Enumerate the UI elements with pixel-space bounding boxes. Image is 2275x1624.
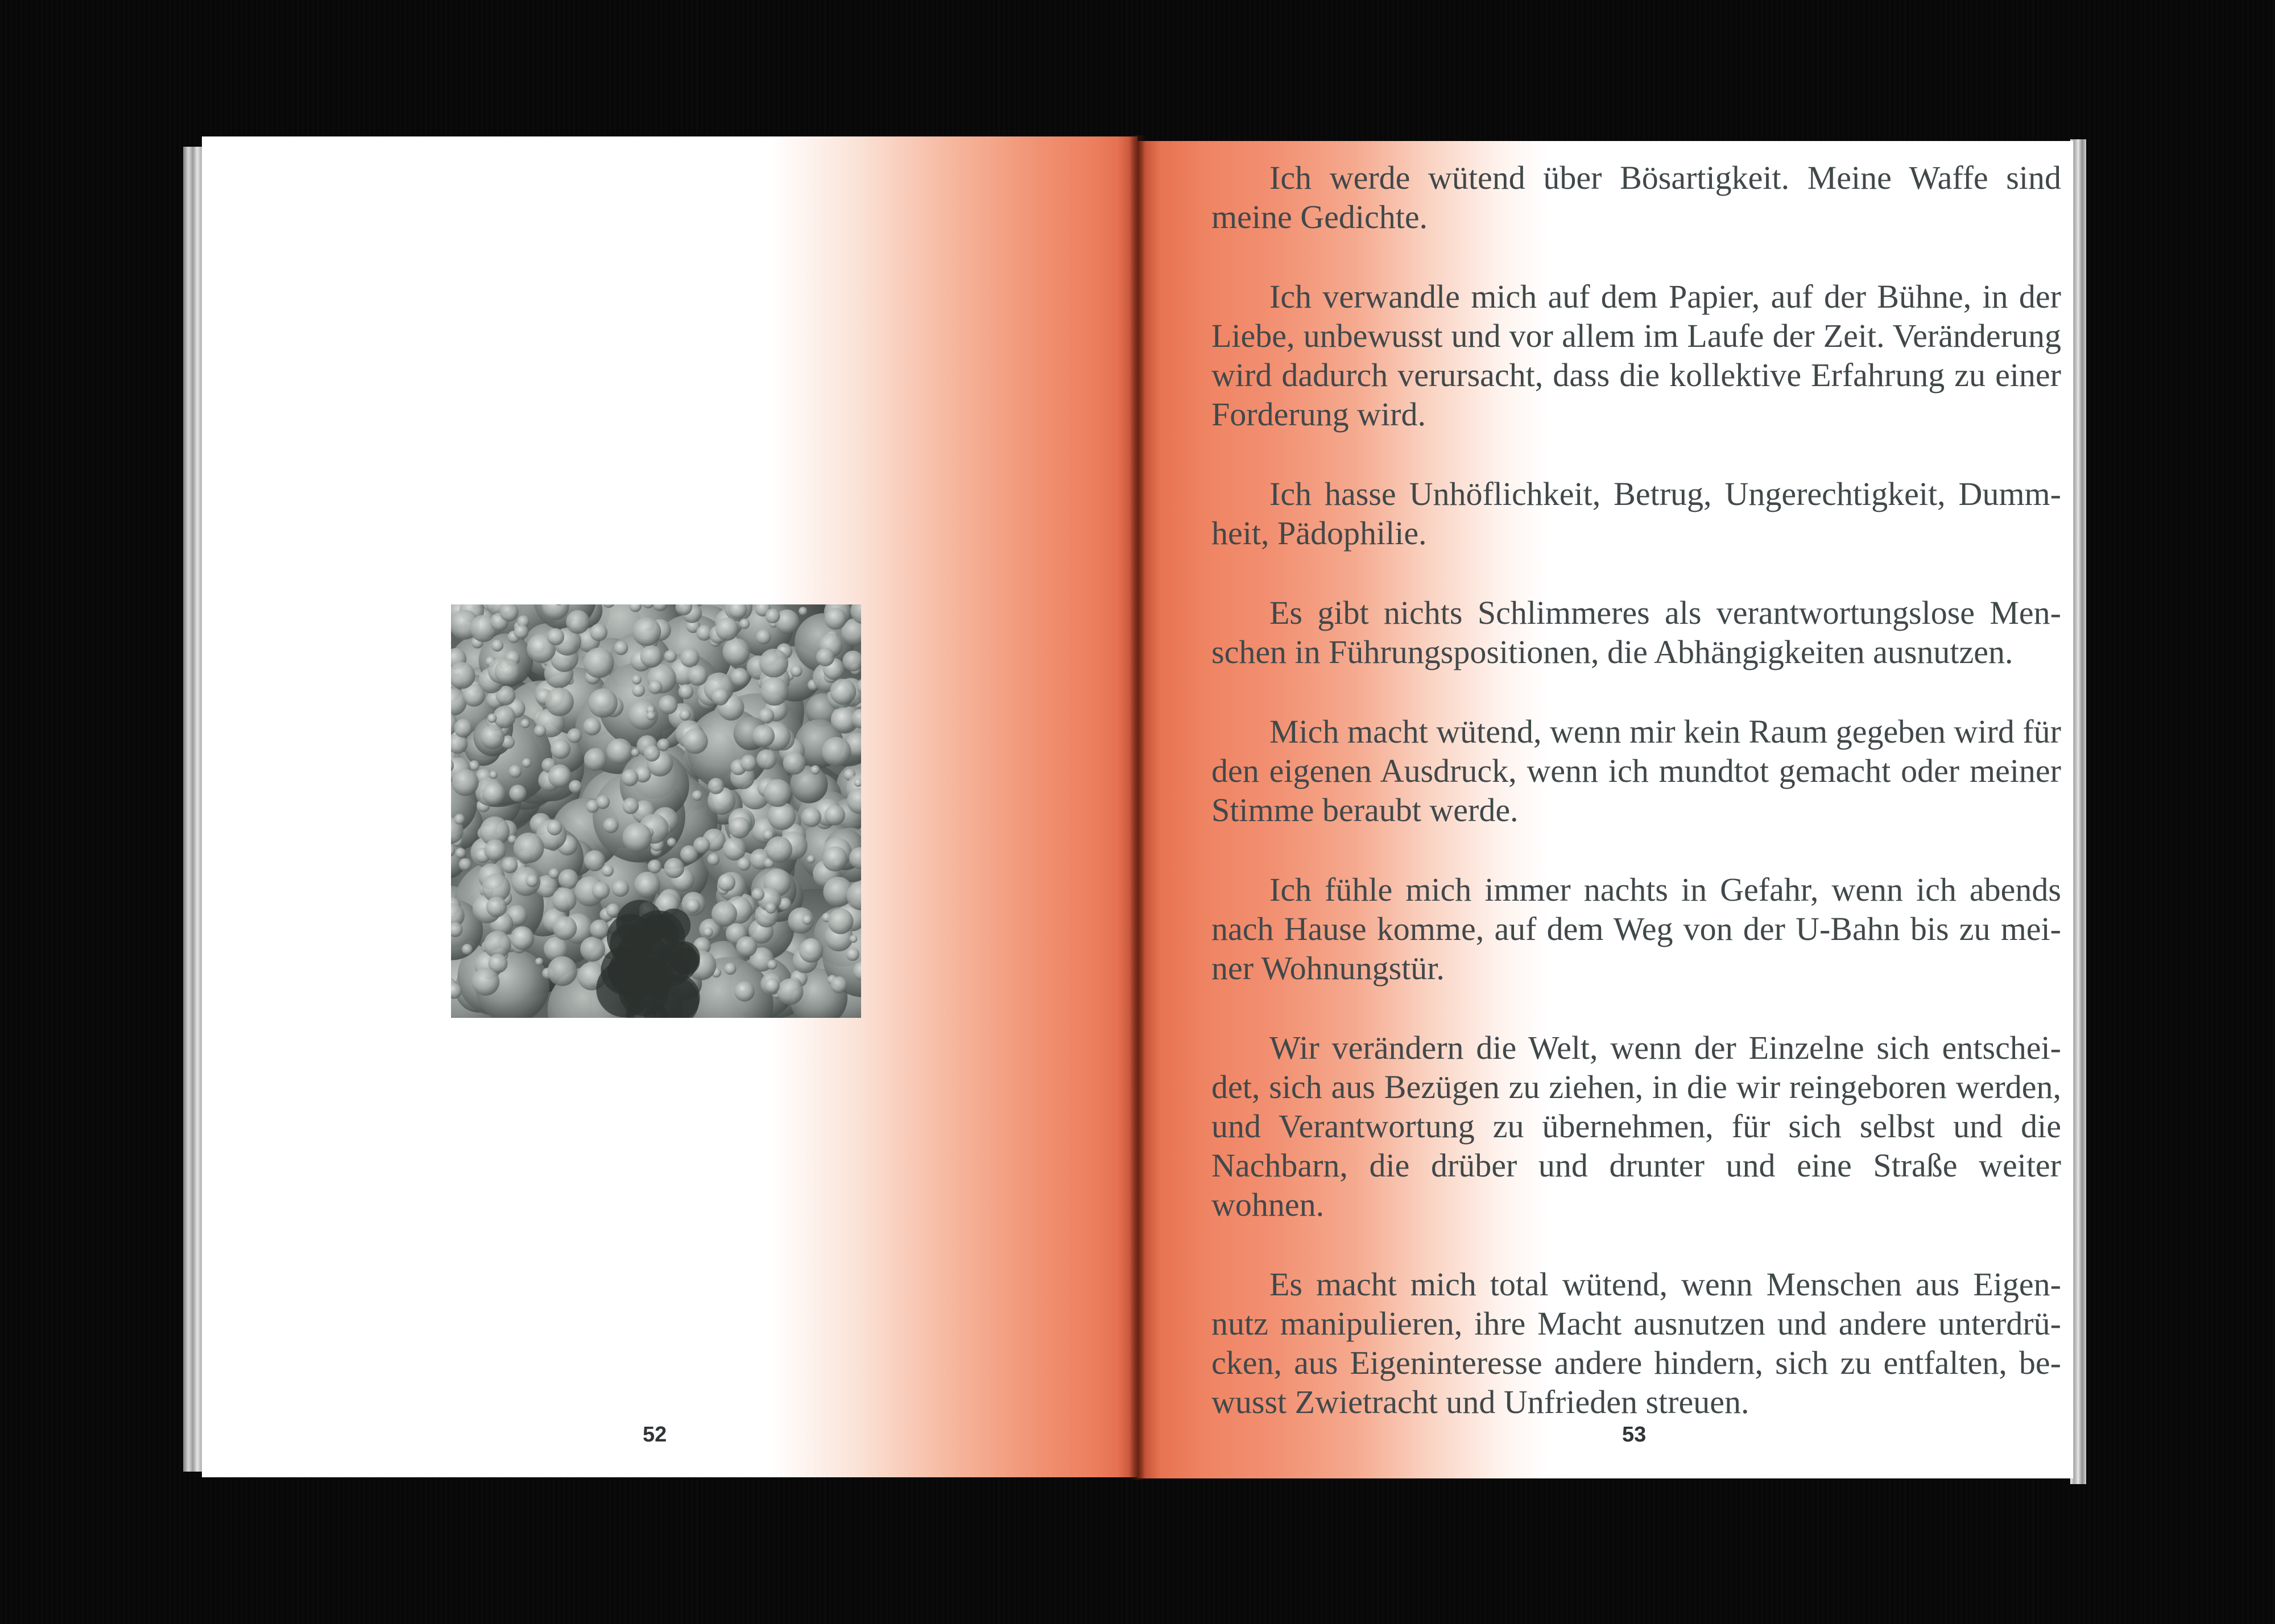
book-gutter <box>1129 135 1146 1480</box>
paragraph: Es gibt nichts Schlimmeres als verantwortungslose Menschen in Führungspositionen, die Abhängigkeiten ausnutzen. <box>1211 594 2061 670</box>
paragraph: Wir verändern die Welt, wenn der Einzelne sich entscheidet, sich aus Bezügen zu ziehen, in die wir reingeboren werden, und Verantwortung zu übernehmen, für sich selbst und die Nachbarn, die drüber und drunter und eine Straße weiter wohnen. <box>1211 1029 2061 1223</box>
page-number-left: 52 <box>643 1423 667 1447</box>
paragraph: Mich macht wütend, wenn mir kein Raum gegeben wird für den eigenen Ausdruck, wenn ich mundtot gemacht oder meiner Stimme beraubt werde. <box>1211 713 2061 828</box>
body-text <box>1211 158 2061 1422</box>
paragraph: Ich verwandle mich auf dem Papier, auf der Bühne, in der Liebe, unbewusst und vor allem im Laufe der Zeit. Veränderung wird dadurch verursacht, dass die kollektive Erfahrung zu einer Forderung wird. <box>1211 278 2061 433</box>
ash-cloud-image <box>451 604 861 1018</box>
paragraph: Ich hasse Unhöflichkeit, Betrug, Ungerechtigkeit, Dummheit, Pädophilie. <box>1211 475 2061 552</box>
page-number-right: 53 <box>1622 1423 1647 1447</box>
paragraph: Es macht mich total wütend, wenn Menschen aus Eigennutz manipulieren, ihre Macht ausnutzen und andere unterdrücken, aus Eigeninteresse andere hindern, sich zu entfalten, bewusst Zwietracht und Unfrieden streuen. <box>1211 1266 2061 1420</box>
paragraph: Ich fühle mich immer nachts in Gefahr, wenn ich abends nach Hause komme, auf dem Weg von der U-Bahn bis zu meiner Wohnungstür. <box>1211 871 2061 987</box>
paragraph: Ich werde wütend über Bösartigkeit. Meine Waffe sind meine Gedichte. <box>1211 159 2061 235</box>
ash-cloud-photo <box>451 604 861 1018</box>
